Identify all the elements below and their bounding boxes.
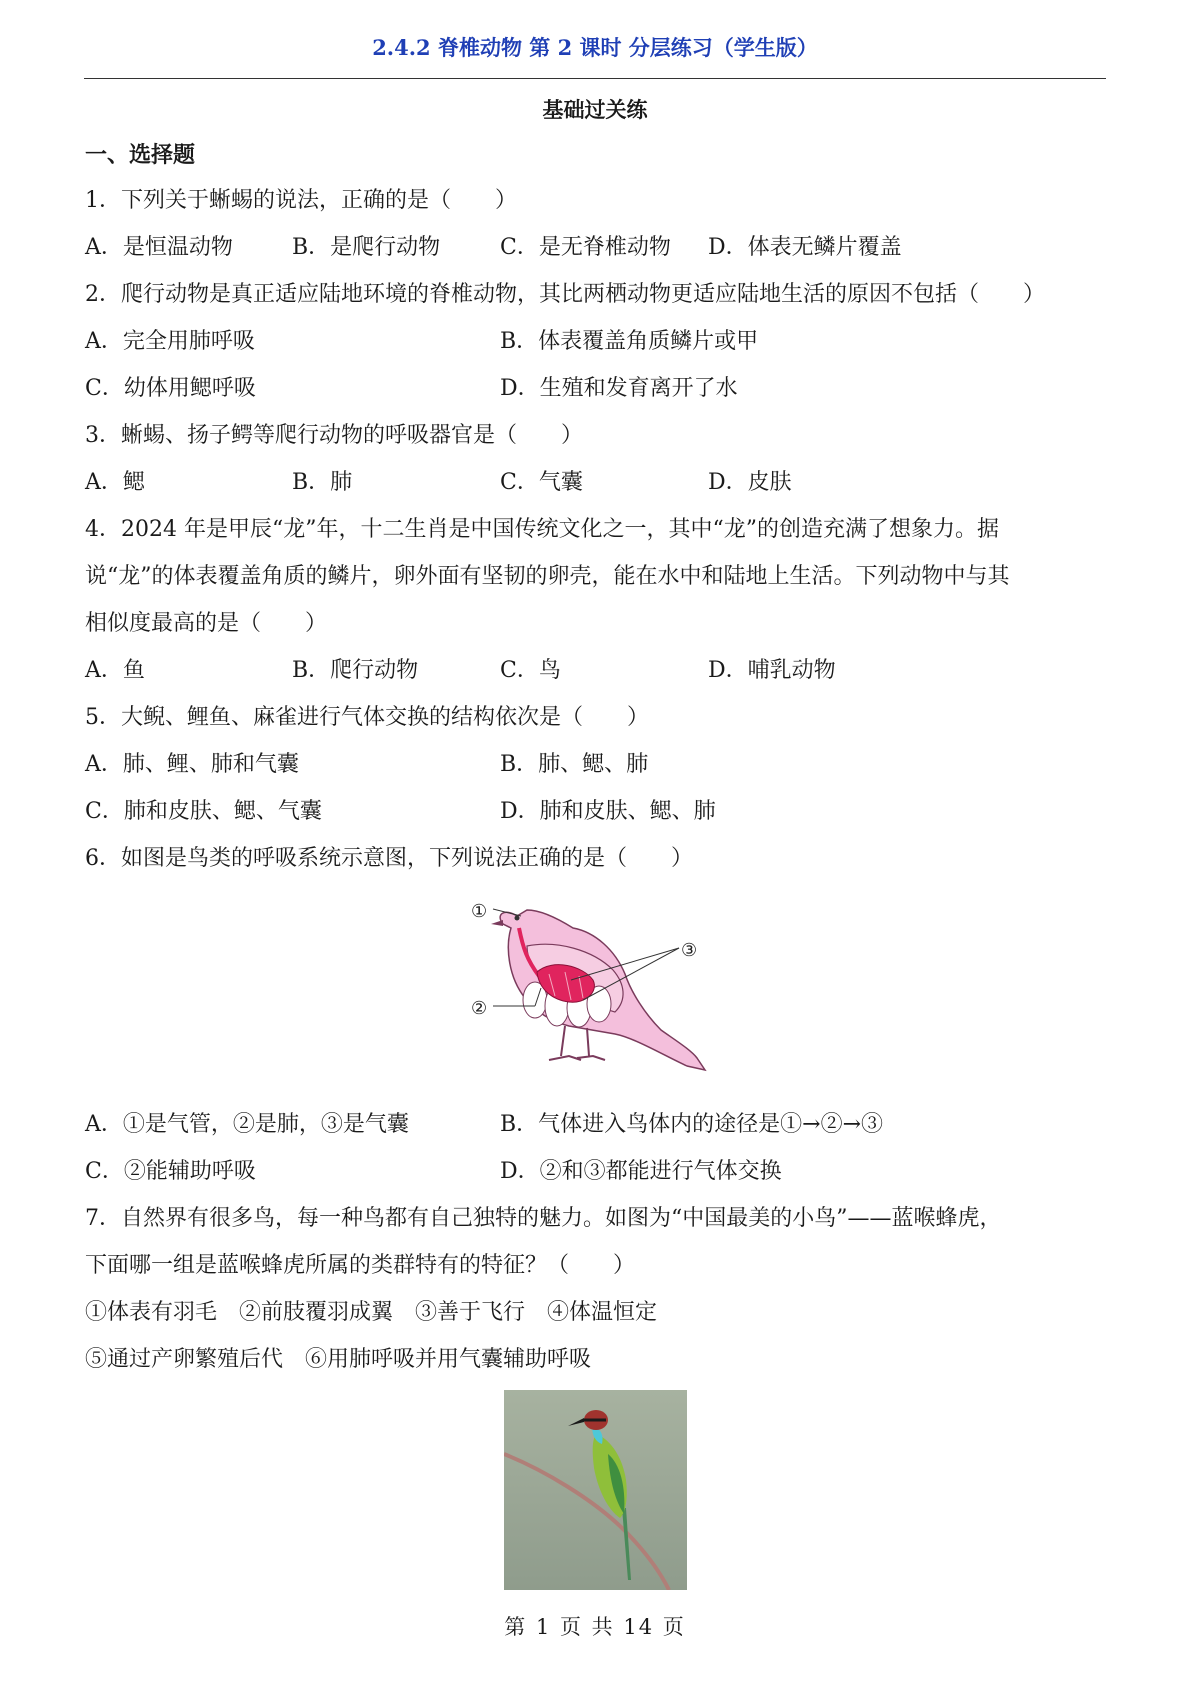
q5-option-b: B．肺、鳃、肺: [500, 752, 649, 777]
q7-features-line-2: ⑤通过产卵繁殖后代 ⑥用肺呼吸并用气囊辅助呼吸: [85, 1347, 592, 1372]
bird-beak: [491, 920, 503, 926]
q1-option-a: A．是恒温动物: [85, 235, 233, 260]
q5-option-d: D．肺和皮肤、鳃、肺: [500, 799, 716, 824]
q6-option-d: D．②和③都能进行气体交换: [500, 1159, 782, 1184]
part-one-title: 一、选择题: [85, 142, 196, 168]
q3-option-a: A．鳃: [85, 470, 145, 495]
q5-option-c: C．肺和皮肤、鳃、气囊: [85, 799, 322, 824]
q1-option-c: C．是无脊椎动物: [500, 235, 671, 260]
header-rule: [84, 78, 1106, 79]
q4-option-c: C．鸟: [500, 658, 561, 683]
q2-option-c: C．幼体用鳃呼吸: [85, 376, 256, 401]
q6-stem: 6．如图是鸟类的呼吸系统示意图，下列说法正确的是（ ）: [85, 846, 693, 871]
q2-stem: 2．爬行动物是真正适应陆地环境的脊椎动物，其比两栖动物更适应陆地生活的原因不包括（ ）: [85, 282, 1046, 307]
q7-stem-line-2: 下面哪一组是蓝喉蜂虎所属的类群特有的特征？（ ）: [85, 1253, 636, 1278]
q6-option-b: B．气体进入鸟体内的途径是①→②→③: [500, 1112, 884, 1137]
q7-features-line-1: ①体表有羽毛 ②前肢覆羽成翼 ③善于飞行 ④体温恒定: [85, 1300, 658, 1325]
bee-eater-photo: [504, 1390, 687, 1590]
q2-option-d: D．生殖和发育离开了水: [500, 376, 738, 401]
page-footer: 第 1 页 共 14 页: [504, 1615, 686, 1639]
q2-option-b: B．体表覆盖角质鳞片或甲: [500, 329, 759, 354]
bird-respiratory-diagram: [465, 888, 735, 1083]
q6-option-a: A．①是气管，②是肺，③是气囊: [85, 1112, 409, 1137]
q3-stem: 3．蜥蜴、扬子鳄等爬行动物的呼吸器官是（ ）: [85, 423, 583, 448]
document-header: 2.4.2 脊椎动物 第 2 课时 分层练习（学生版）: [372, 35, 818, 60]
q3-option-d: D．皮肤: [708, 470, 792, 495]
q5-stem: 5．大鲵、鲤鱼、麻雀进行气体交换的结构依次是（ ）: [85, 705, 649, 730]
q1-option-d: D．体表无鳞片覆盖: [708, 235, 902, 260]
q4-option-b: B．爬行动物: [292, 658, 419, 683]
label-1: ①: [471, 901, 488, 922]
q4-option-d: D．哺乳动物: [708, 658, 836, 683]
bird-eye: [515, 916, 520, 921]
q4-stem-line-1: 4．2024 年是甲辰“龙”年，十二生肖是中国传统文化之一，其中“龙”的创造充满了想象力。据: [85, 517, 999, 542]
q4-stem-line-2: 说“龙”的体表覆盖角质的鳞片，卵外面有坚韧的卵壳，能在水中和陆地上生活。下列动物中与其: [85, 564, 1010, 589]
q4-stem-line-3: 相似度最高的是（ ）: [85, 611, 328, 636]
q2-option-a: A．完全用肺呼吸: [85, 329, 255, 354]
label-3: ③: [681, 940, 698, 961]
q4-option-a: A．鱼: [85, 658, 145, 683]
q1-stem: 1．下列关于蜥蜴的说法，正确的是（ ）: [85, 188, 517, 213]
q5-option-a: A．肺、鲤、肺和气囊: [85, 752, 299, 777]
q6-option-c: C．②能辅助呼吸: [85, 1159, 256, 1184]
q3-option-c: C．气囊: [500, 470, 583, 495]
label-2: ②: [471, 998, 488, 1019]
q1-option-b: B．是爬行动物: [292, 235, 441, 260]
q3-option-b: B．肺: [292, 470, 353, 495]
q7-stem-line-1: 7．自然界有很多鸟，每一种鸟都有自己独特的魅力。如图为“中国最美的小鸟”——蓝喉蜂虎，: [85, 1206, 1002, 1231]
section-title: 基础过关练: [542, 97, 648, 122]
